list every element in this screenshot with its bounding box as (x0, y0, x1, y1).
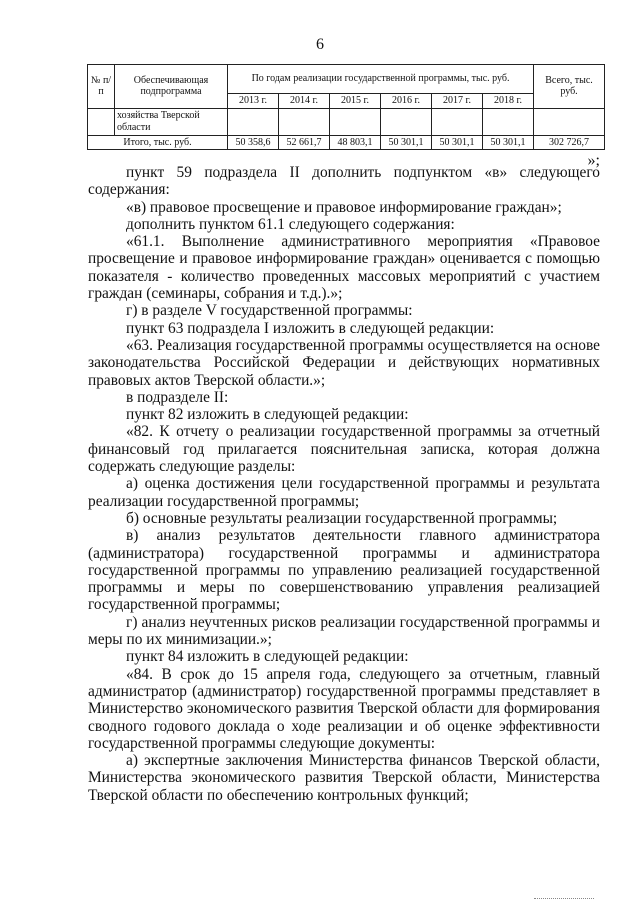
empty-cell (381, 108, 432, 135)
paragraph: б) основные результаты реализации государственной программы; (126, 509, 558, 527)
paragraph: в подразделе II: (126, 388, 229, 406)
paragraph: пункт 59 подраздела II дополнить подпунктом «в» следующего содержания: (88, 164, 600, 199)
header-total: Всего, тыс. руб. (534, 65, 605, 109)
empty-cell (483, 108, 534, 135)
year-cell: 2015 г. (330, 94, 381, 109)
totals-label: Итого, тыс. руб. (88, 135, 228, 150)
paragraph: г) анализ неучтенных рисков реализации государственной программы и меры по их минимизации.»; (88, 613, 600, 649)
table-total-row (88, 135, 605, 150)
year-cell: 2016 г. (381, 94, 432, 109)
total-value-cell: 52 661,7 (279, 135, 330, 150)
header-by-years: По годам реализации государственной программы, тыс. руб. (228, 65, 534, 94)
total-value-cell: 48 803,1 (330, 135, 381, 150)
paragraph: пункт 63 подраздела I изложить в следующей редакции: (126, 319, 495, 337)
paragraph: «61.1. Выполнение административного мероприятия «Правовое просвещение и правовое информирование граждан» оценивается с помощью показателя - количество проведенных массовых мероприятий с участием граждан (семинары, собрания и т.д.).»; (88, 233, 600, 303)
paragraph: «84. В срок до 15 апреля года, следующего за отчетным, главный администратор (администратор) государственной программы представляет в Министерство экономического развития Тверской области для формирования сводного годового доклада о ходе реализации и об оценке эффективности государственной программы следующие документы: (88, 665, 600, 752)
budget-table (87, 64, 605, 150)
header-num: № п/п (88, 65, 115, 109)
year-cell: 2017 г. (432, 94, 483, 109)
empty-cell (228, 108, 279, 135)
table-row (88, 108, 605, 135)
grand-total-cell: 302 726,7 (534, 135, 605, 150)
empty-cell (279, 108, 330, 135)
paragraph: пункт 82 изложить в следующей редакции: (126, 406, 409, 424)
paragraph: а) оценка достижения цели государственной программы и результата реализации государственной программы; (88, 475, 600, 510)
paragraph: «82. К отчету о реализации государственной программы за отчетный финансовый год прилагается пояснительная записка, которая должна содержать следующие разделы: (88, 423, 600, 476)
paragraph: а) экспертные заключения Министерства финансов Тверской области, Министерства экономического развития Тверской области, Министерства Тверской области по обеспечению контрольных функций; (88, 752, 600, 804)
paragraph: пункт 84 изложить в следующей редакции: (126, 648, 409, 666)
header-subprogram: Обеспечивающая подпрограмма (115, 65, 228, 109)
empty-cell (330, 108, 381, 135)
page-number: 6 (316, 36, 324, 53)
row-subprogram-cell: хозяйства Тверской области (115, 108, 228, 135)
table-header-row (88, 65, 605, 94)
empty-cell (534, 108, 605, 135)
paragraph: в) анализ результатов деятельности главного администратора (администратора) государственной программы и администратора государственной программы по управлению реализацией государственной программы и меры по совершенствованию управления реализацией государственной программы; (88, 527, 600, 614)
year-cell: 2018 г. (483, 94, 534, 109)
total-value-cell: 50 301,1 (483, 135, 534, 150)
year-cell: 2013 г. (228, 94, 279, 109)
total-value-cell: 50 358,6 (228, 135, 279, 150)
footer-scan-mark (534, 898, 594, 899)
total-value-cell: 50 301,1 (432, 135, 483, 150)
paragraph: «в) правовое просвещение и правовое информирование граждан»; (126, 198, 562, 216)
empty-cell (432, 108, 483, 135)
closing-quote: »; (587, 152, 600, 169)
document-body (88, 164, 600, 804)
paragraph: «63. Реализация государственной программы осуществляется на основе законодательства Российской Федерации и действующих нормативных правовых актов Тверской области.»; (88, 336, 600, 389)
row-num-cell (88, 108, 115, 135)
paragraph: дополнить пунктом 61.1 следующего содержания: (126, 215, 455, 233)
total-value-cell: 50 301,1 (381, 135, 432, 150)
year-cell: 2014 г. (279, 94, 330, 109)
paragraph: г) в разделе V государственной программы: (126, 302, 413, 320)
